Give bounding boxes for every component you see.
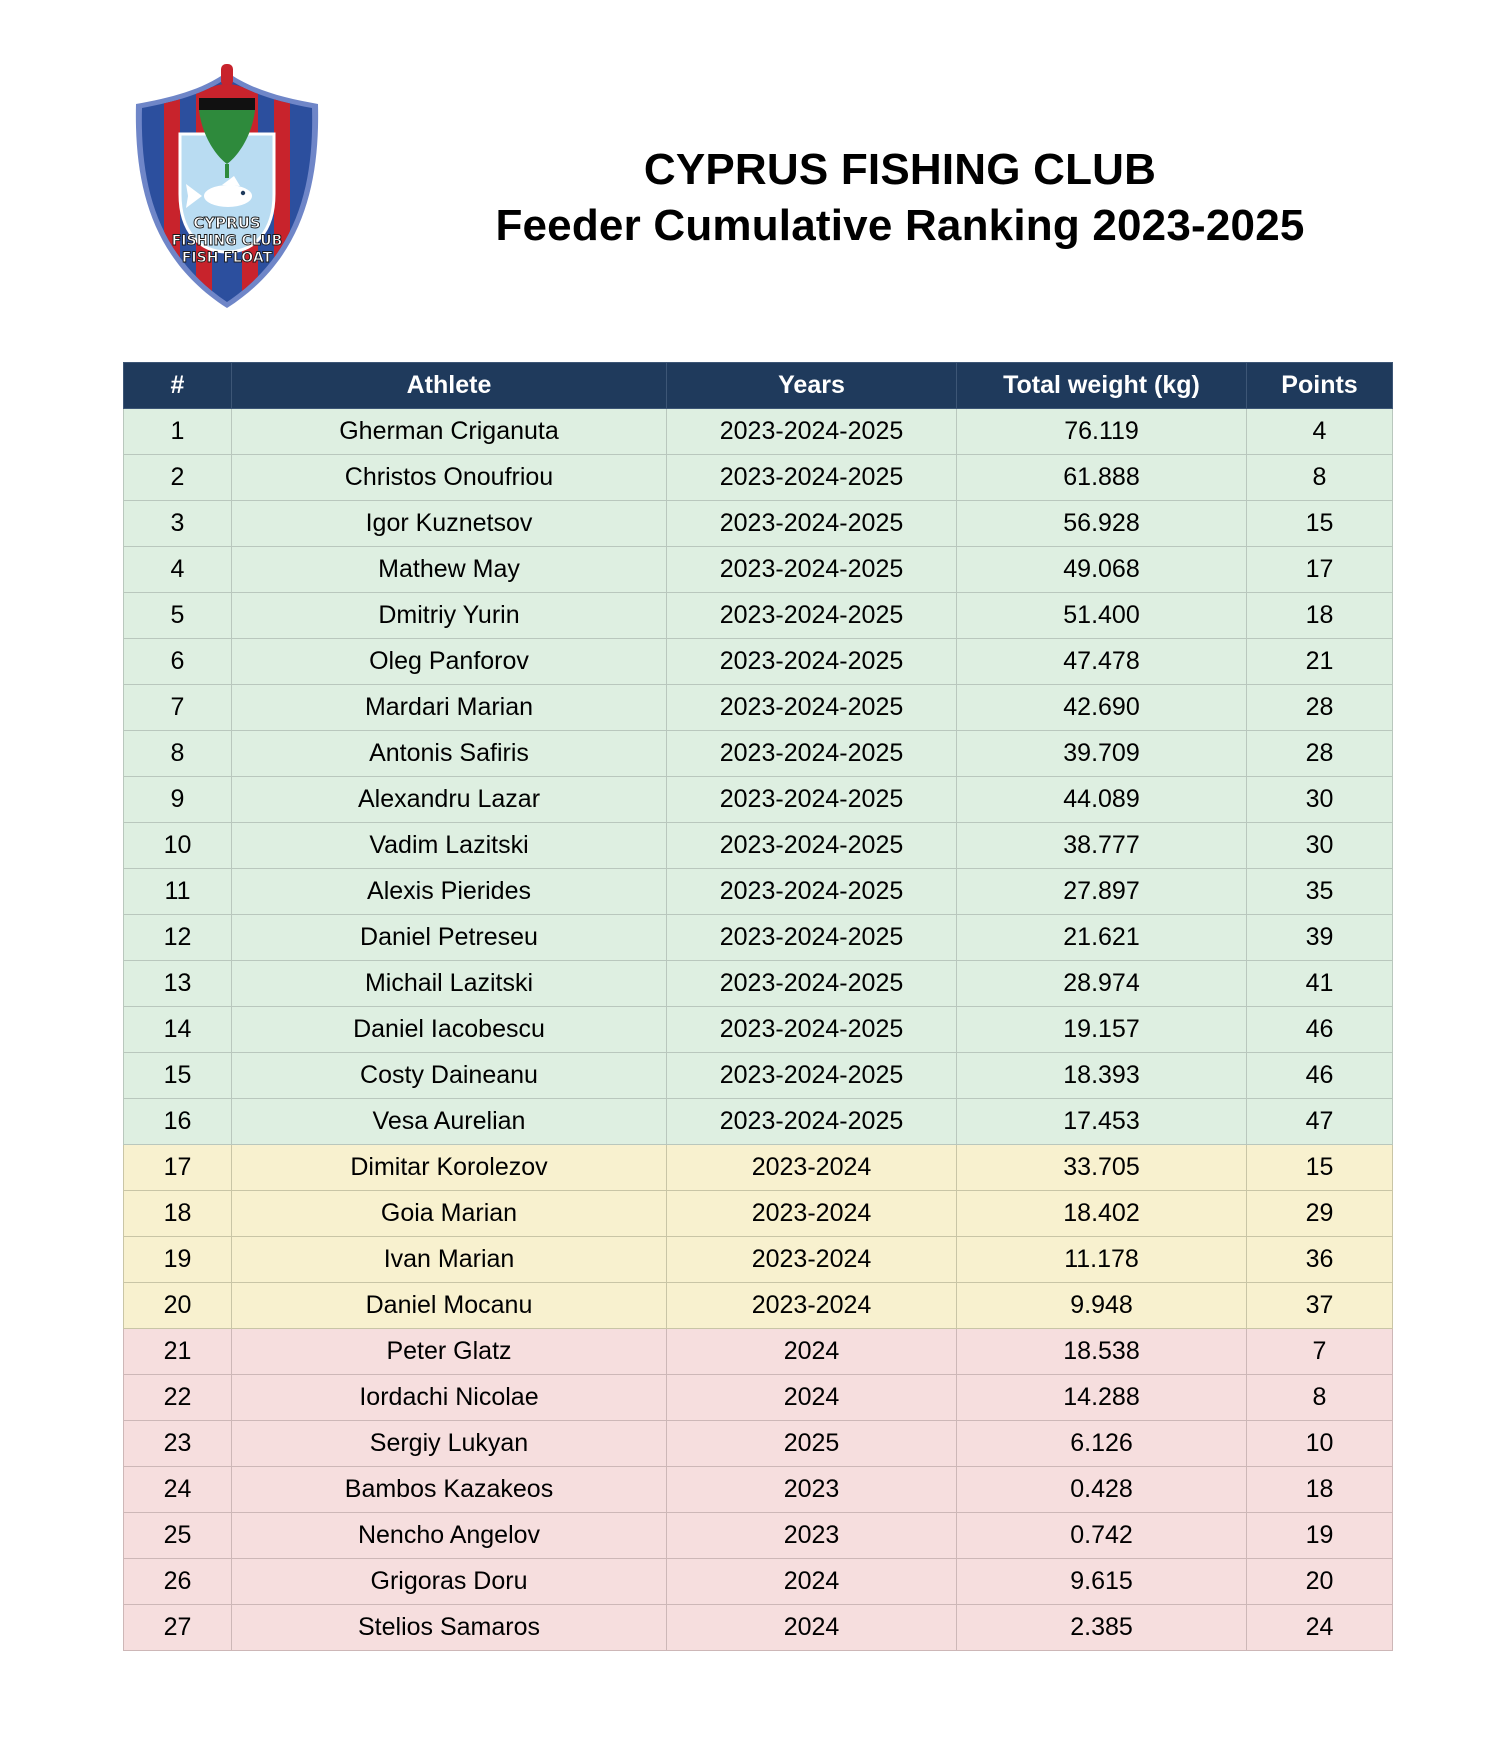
weight-cell: 19.157: [957, 1007, 1247, 1053]
rank-cell: 24: [124, 1467, 232, 1513]
athlete-cell: Dimitar Korolezov: [232, 1145, 667, 1191]
points-cell: 36: [1247, 1237, 1393, 1283]
points-cell: 15: [1247, 1145, 1393, 1191]
rank-cell: 10: [124, 823, 232, 869]
weight-cell: 11.178: [957, 1237, 1247, 1283]
weight-cell: 18.402: [957, 1191, 1247, 1237]
athlete-cell: Oleg Panforov: [232, 639, 667, 685]
points-cell: 21: [1247, 639, 1393, 685]
athlete-cell: Antonis Safiris: [232, 731, 667, 777]
weight-cell: 56.928: [957, 501, 1247, 547]
years-cell: 2025: [667, 1421, 957, 1467]
table-row: [124, 1513, 1393, 1559]
rank-cell: 5: [124, 593, 232, 639]
rank-cell: 7: [124, 685, 232, 731]
table-row: [124, 455, 1393, 501]
athlete-cell: Vadim Lazitski: [232, 823, 667, 869]
weight-cell: 9.615: [957, 1559, 1247, 1605]
weight-cell: 14.288: [957, 1375, 1247, 1421]
table-row: [124, 547, 1393, 593]
table-row: [124, 1329, 1393, 1375]
rank-cell: 15: [124, 1053, 232, 1099]
rank-cell: 1: [124, 409, 232, 455]
years-cell: 2023-2024: [667, 1191, 957, 1237]
rank-cell: 21: [124, 1329, 232, 1375]
years-cell: 2023-2024-2025: [667, 915, 957, 961]
athlete-cell: Mathew May: [232, 547, 667, 593]
years-cell: 2023-2024-2025: [667, 961, 957, 1007]
years-cell: 2023-2024-2025: [667, 409, 957, 455]
rank-cell: 16: [124, 1099, 232, 1145]
points-cell: 15: [1247, 501, 1393, 547]
weight-cell: 0.428: [957, 1467, 1247, 1513]
athlete-cell: Gherman Criganuta: [232, 409, 667, 455]
rank-cell: 26: [124, 1559, 232, 1605]
points-cell: 10: [1247, 1421, 1393, 1467]
rank-cell: 14: [124, 1007, 232, 1053]
weight-cell: 6.126: [957, 1421, 1247, 1467]
weight-cell: 21.621: [957, 915, 1247, 961]
athlete-cell: Igor Kuznetsov: [232, 501, 667, 547]
rank-cell: 13: [124, 961, 232, 1007]
table-row: [124, 1467, 1393, 1513]
club-logo: [130, 64, 324, 308]
weight-cell: 38.777: [957, 823, 1247, 869]
rank-cell: 12: [124, 915, 232, 961]
years-cell: 2023-2024-2025: [667, 501, 957, 547]
years-cell: 2023: [667, 1467, 957, 1513]
years-cell: 2023-2024-2025: [667, 1053, 957, 1099]
rank-cell: 9: [124, 777, 232, 823]
weight-cell: 42.690: [957, 685, 1247, 731]
rank-cell: 8: [124, 731, 232, 777]
points-cell: 46: [1247, 1007, 1393, 1053]
athlete-cell: Nencho Angelov: [232, 1513, 667, 1559]
points-cell: 8: [1247, 1375, 1393, 1421]
points-cell: 17: [1247, 547, 1393, 593]
years-cell: 2023-2024: [667, 1283, 957, 1329]
weight-cell: 51.400: [957, 593, 1247, 639]
athlete-cell: Dmitriy Yurin: [232, 593, 667, 639]
athlete-cell: Alexandru Lazar: [232, 777, 667, 823]
points-cell: 30: [1247, 823, 1393, 869]
weight-cell: 47.478: [957, 639, 1247, 685]
years-cell: 2023-2024: [667, 1145, 957, 1191]
weight-cell: 28.974: [957, 961, 1247, 1007]
athlete-cell: Stelios Samaros: [232, 1605, 667, 1651]
table-row: [124, 1053, 1393, 1099]
table-row: [124, 777, 1393, 823]
title-block: [440, 142, 1360, 254]
table-row: [124, 593, 1393, 639]
table-row: [124, 1421, 1393, 1467]
table-row: [124, 1605, 1393, 1651]
years-cell: 2023-2024-2025: [667, 1099, 957, 1145]
points-cell: 7: [1247, 1329, 1393, 1375]
table-row: [124, 1237, 1393, 1283]
years-cell: 2023-2024-2025: [667, 731, 957, 777]
years-cell: 2024: [667, 1559, 957, 1605]
points-cell: 29: [1247, 1191, 1393, 1237]
points-cell: 37: [1247, 1283, 1393, 1329]
athlete-cell: Michail Lazitski: [232, 961, 667, 1007]
weight-cell: 9.948: [957, 1283, 1247, 1329]
weight-cell: 17.453: [957, 1099, 1247, 1145]
athlete-cell: Peter Glatz: [232, 1329, 667, 1375]
table-row: [124, 961, 1393, 1007]
table-row: [124, 1191, 1393, 1237]
years-cell: 2023-2024-2025: [667, 455, 957, 501]
points-cell: 39: [1247, 915, 1393, 961]
rank-cell: 19: [124, 1237, 232, 1283]
years-cell: 2023-2024-2025: [667, 685, 957, 731]
years-cell: 2023-2024-2025: [667, 547, 957, 593]
weight-cell: 61.888: [957, 455, 1247, 501]
athlete-cell: Christos Onoufriou: [232, 455, 667, 501]
rank-cell: 18: [124, 1191, 232, 1237]
svg-text:FISH FLOAT: FISH FLOAT: [181, 250, 273, 266]
years-cell: 2024: [667, 1375, 957, 1421]
table-row: [124, 1007, 1393, 1053]
column-header-rank: #: [124, 363, 232, 409]
points-cell: 18: [1247, 1467, 1393, 1513]
club-crest-icon: [130, 64, 324, 308]
weight-cell: 2.385: [957, 1605, 1247, 1651]
rank-cell: 11: [124, 869, 232, 915]
svg-text:FISHING CLUB: FISHING CLUB: [171, 233, 283, 249]
rank-cell: 20: [124, 1283, 232, 1329]
column-header-weight: Total weight (kg): [957, 363, 1247, 409]
table-row: [124, 731, 1393, 777]
page-subtitle: Feeder Cumulative Ranking 2023-2025: [495, 201, 1305, 250]
years-cell: 2023-2024-2025: [667, 1007, 957, 1053]
years-cell: 2024: [667, 1329, 957, 1375]
column-header-athlete: Athlete: [232, 363, 667, 409]
rank-cell: 3: [124, 501, 232, 547]
rank-cell: 22: [124, 1375, 232, 1421]
weight-cell: 33.705: [957, 1145, 1247, 1191]
years-cell: 2023-2024-2025: [667, 823, 957, 869]
page-title: CYPRUS FISHING CLUB: [643, 145, 1157, 194]
athlete-cell: Vesa Aurelian: [232, 1099, 667, 1145]
points-cell: 20: [1247, 1559, 1393, 1605]
athlete-cell: Ivan Marian: [232, 1237, 667, 1283]
table-row: [124, 639, 1393, 685]
ranking-table: [123, 362, 1393, 1651]
weight-cell: 44.089: [957, 777, 1247, 823]
athlete-cell: Daniel Petreseu: [232, 915, 667, 961]
table-row: [124, 915, 1393, 961]
weight-cell: 0.742: [957, 1513, 1247, 1559]
years-cell: 2023-2024-2025: [667, 777, 957, 823]
points-cell: 47: [1247, 1099, 1393, 1145]
athlete-cell: Costy Daineanu: [232, 1053, 667, 1099]
years-cell: 2023-2024: [667, 1237, 957, 1283]
athlete-cell: Alexis Pierides: [232, 869, 667, 915]
years-cell: 2023-2024-2025: [667, 593, 957, 639]
points-cell: 28: [1247, 731, 1393, 777]
athlete-cell: Daniel Iacobescu: [232, 1007, 667, 1053]
years-cell: 2023-2024-2025: [667, 869, 957, 915]
table-row: [124, 685, 1393, 731]
athlete-cell: Mardari Marian: [232, 685, 667, 731]
years-cell: 2023-2024-2025: [667, 639, 957, 685]
table-row: [124, 409, 1393, 455]
years-cell: 2024: [667, 1605, 957, 1651]
points-cell: 24: [1247, 1605, 1393, 1651]
rank-cell: 17: [124, 1145, 232, 1191]
table-row: [124, 1375, 1393, 1421]
rank-cell: 25: [124, 1513, 232, 1559]
table-row: [124, 1099, 1393, 1145]
athlete-cell: Iordachi Nicolae: [232, 1375, 667, 1421]
weight-cell: 18.538: [957, 1329, 1247, 1375]
column-header-years: Years: [667, 363, 957, 409]
weight-cell: 76.119: [957, 409, 1247, 455]
points-cell: 30: [1247, 777, 1393, 823]
points-cell: 35: [1247, 869, 1393, 915]
weight-cell: 39.709: [957, 731, 1247, 777]
column-header-points: Points: [1247, 363, 1393, 409]
years-cell: 2023: [667, 1513, 957, 1559]
points-cell: 4: [1247, 409, 1393, 455]
table-row: [124, 823, 1393, 869]
points-cell: 41: [1247, 961, 1393, 1007]
rank-cell: 27: [124, 1605, 232, 1651]
athlete-cell: Daniel Mocanu: [232, 1283, 667, 1329]
table-row: [124, 1559, 1393, 1605]
athlete-cell: Sergiy Lukyan: [232, 1421, 667, 1467]
rank-cell: 4: [124, 547, 232, 593]
points-cell: 28: [1247, 685, 1393, 731]
weight-cell: 49.068: [957, 547, 1247, 593]
points-cell: 8: [1247, 455, 1393, 501]
athlete-cell: Goia Marian: [232, 1191, 667, 1237]
table-header-row: [124, 363, 1393, 409]
points-cell: 46: [1247, 1053, 1393, 1099]
rank-cell: 23: [124, 1421, 232, 1467]
svg-text:CYPRUS: CYPRUS: [193, 214, 261, 232]
table-row: [124, 1145, 1393, 1191]
athlete-cell: Bambos Kazakeos: [232, 1467, 667, 1513]
points-cell: 19: [1247, 1513, 1393, 1559]
table-row: [124, 1283, 1393, 1329]
athlete-cell: Grigoras Doru: [232, 1559, 667, 1605]
weight-cell: 18.393: [957, 1053, 1247, 1099]
points-cell: 18: [1247, 593, 1393, 639]
rank-cell: 2: [124, 455, 232, 501]
table-row: [124, 501, 1393, 547]
weight-cell: 27.897: [957, 869, 1247, 915]
rank-cell: 6: [124, 639, 232, 685]
table-row: [124, 869, 1393, 915]
